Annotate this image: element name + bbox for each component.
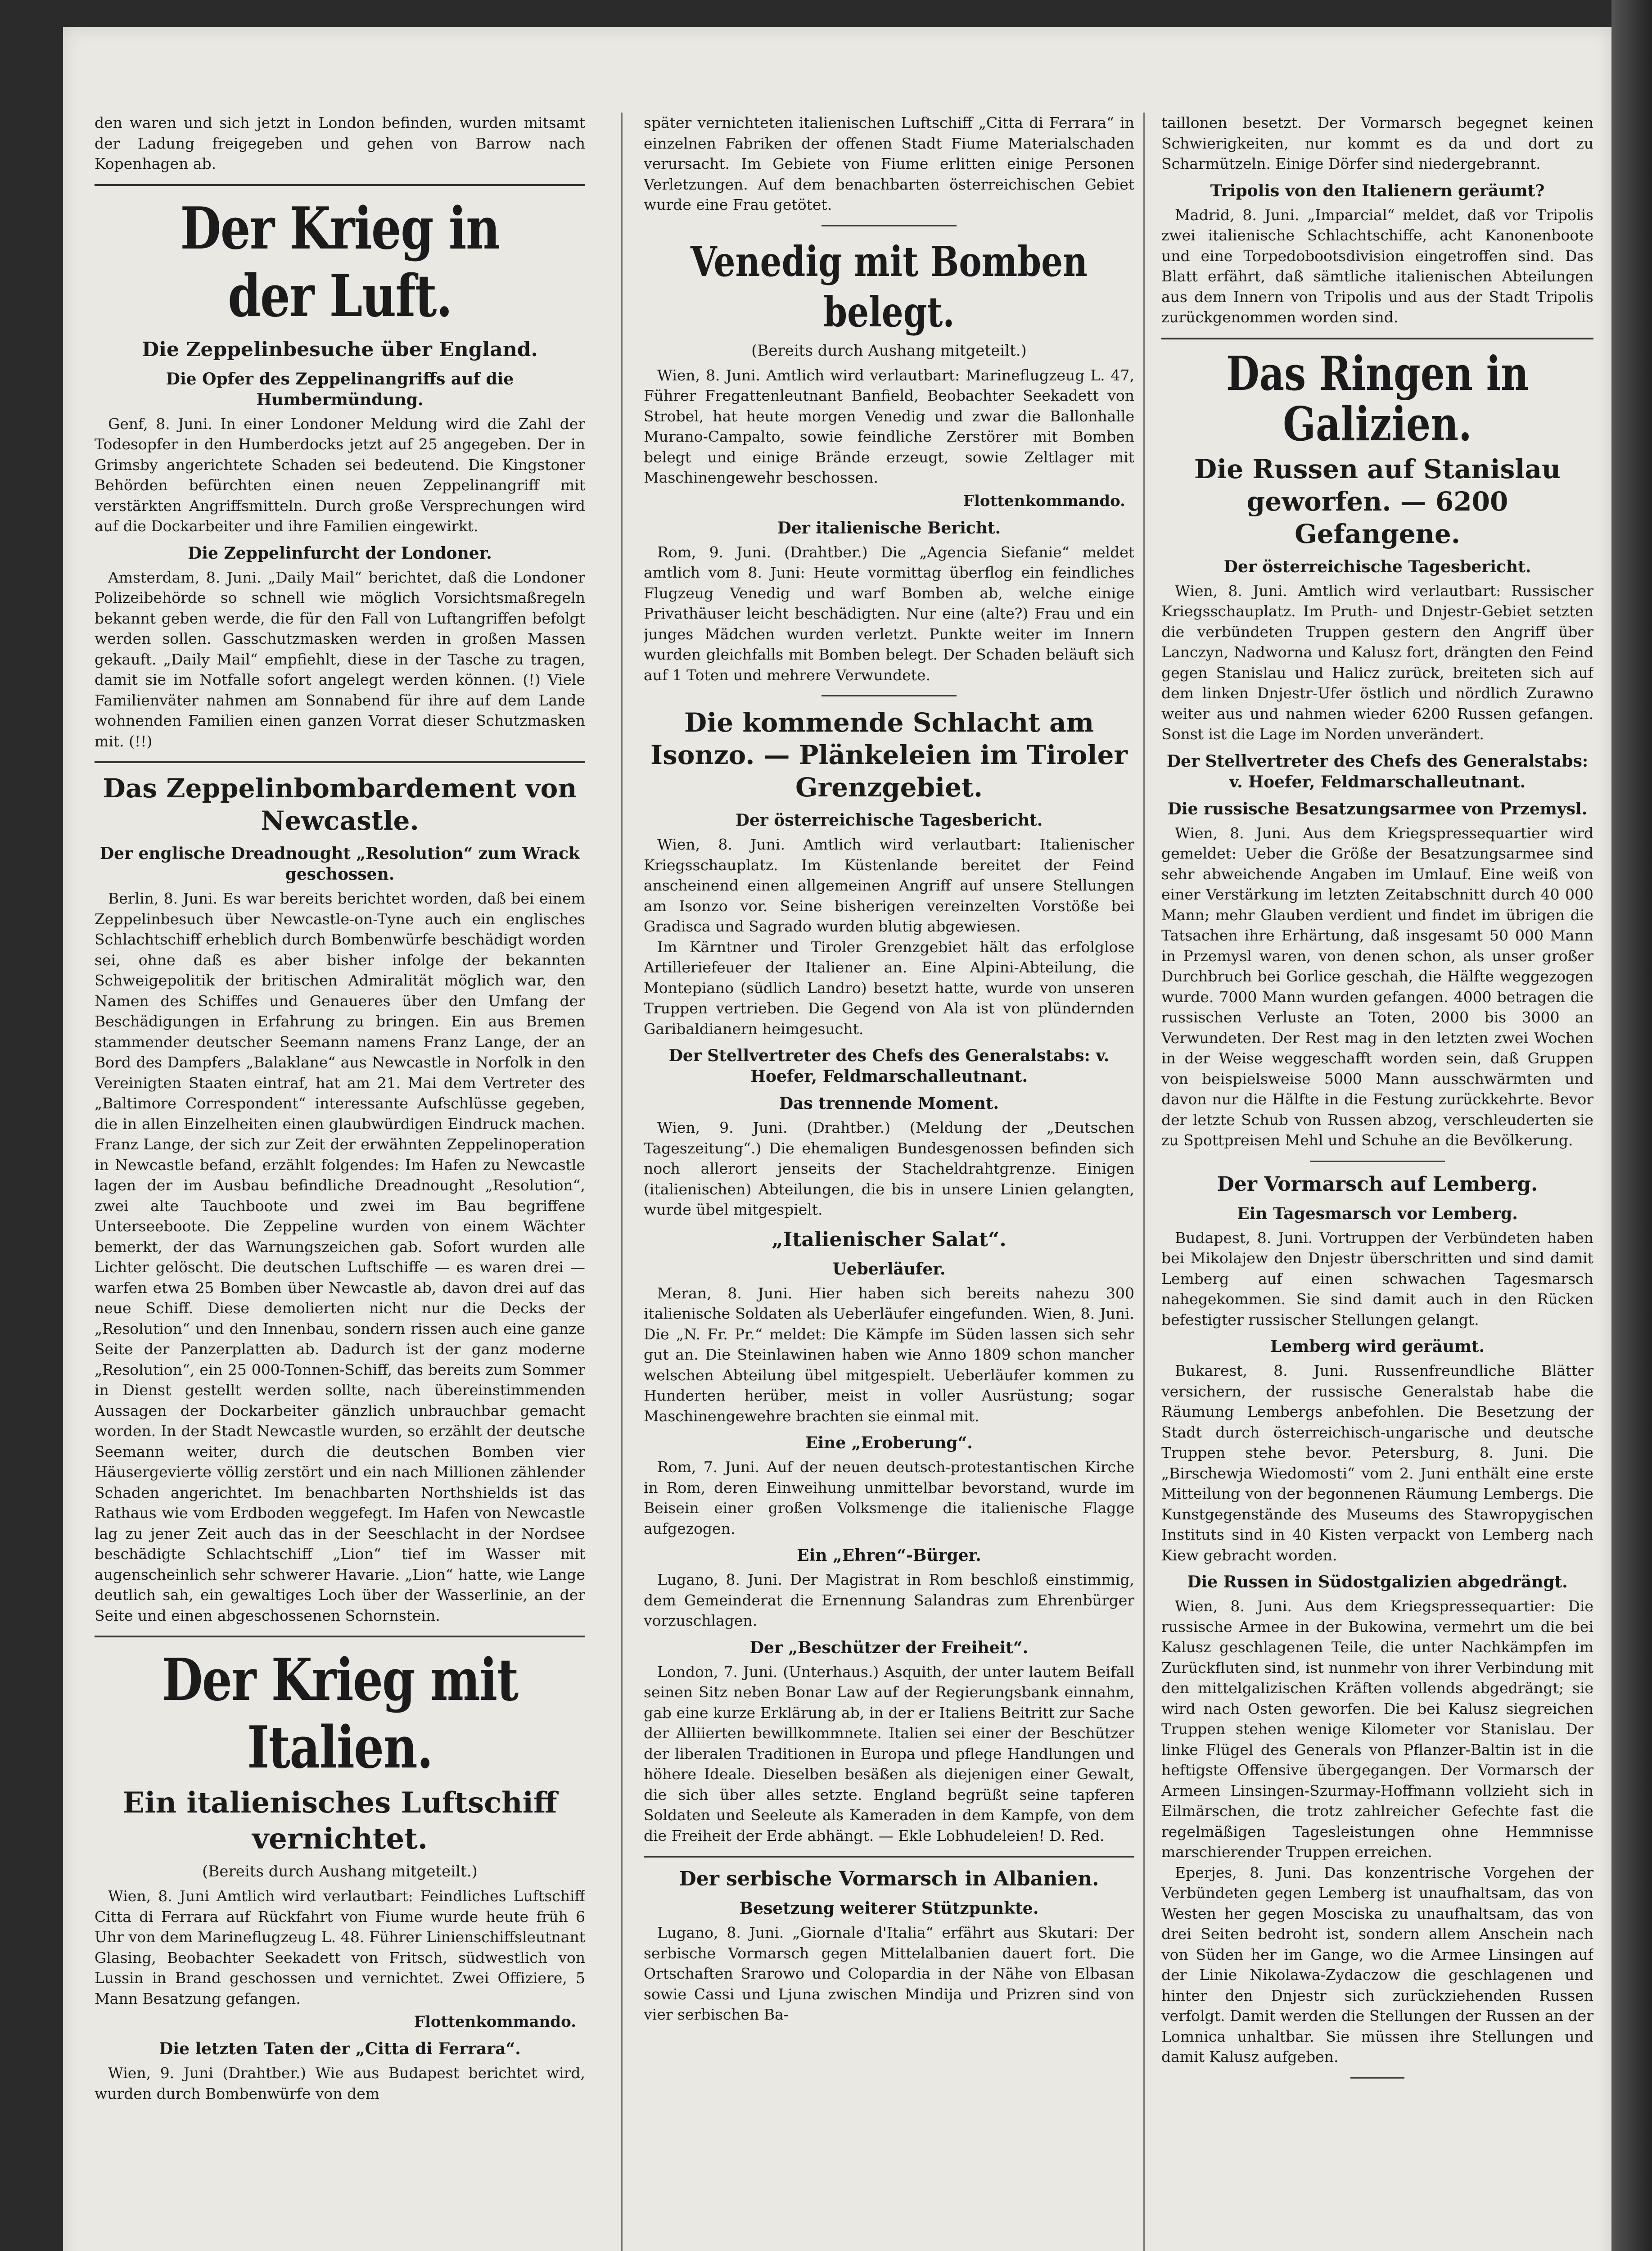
tagesmarsch-paragraph: Budapest, 8. Juni. Vortruppen der Verbündeten haben bei Mikolajew den Dnjestr überschritten und sind damit Lemberg auf einen schwachen Tagesmarsch nahegekommen. Sie sind damit auch in den Rücken befestigter russischer Stellungen gelangt. <box>1161 1229 1593 1329</box>
divider <box>821 695 957 696</box>
oest-bericht-heading-3: Der österreichische Tagesbericht. <box>1223 557 1531 576</box>
flottenkommando-signature: Flottenkommando. <box>414 2013 576 2031</box>
newcastle-headline: Das Zeppelinbombardement von Newcastle. <box>103 773 577 836</box>
albanien-paragraph: Lugano, 8. Juni. „Giornale d'Italia“ erfährt aus Skutari: Der serbische Vormarsch gegen Mittelalbanien dauert fort. Die Ortschaften Srarowo und Colopardia in der Nähe von Elbasan sowie Cassi und Ljuna zwischen Mindija und Prizren sind von vier serbischen Ba- <box>644 1924 1134 2023</box>
intro-paragraph: den waren und sich jetzt in London befinden, wurden mitsamt der Ladung freigegeben und gehen von Barrow nach Kopenhagen ab. <box>95 114 585 172</box>
divider <box>95 761 585 763</box>
eroberung-heading: Eine „Eroberung“. <box>805 1433 973 1452</box>
divider <box>1350 2077 1404 2079</box>
oest-bericht-heading: Der österreichische Tagesbericht. <box>735 811 1043 830</box>
column-rule <box>621 113 623 2251</box>
luft-headline: Der Krieg in der Luft. <box>180 194 500 330</box>
resolution-heading: Der englische Dreadnought „Resolution“ zum Wrack geschossen. <box>99 844 580 884</box>
ital-bericht-heading: Der italienische Bericht. <box>777 518 1001 538</box>
hoefer-signature-3: Der Stellvertreter des Chefs des Generalstabs: v. Hoefer, Feldmarschalleutnant. <box>1166 751 1589 791</box>
flottenkommando-signature: Flottenkommando. <box>963 492 1125 510</box>
column-1 <box>95 113 585 2251</box>
venedig-headline: Venedig mit Bomben belegt. <box>691 237 1088 336</box>
freiheit-heading: Der „Beschützer der Freiheit“. <box>749 1638 1029 1657</box>
italien-subheadline: Ein italienisches Luftschiff vernichtet. <box>122 1786 557 1856</box>
divider <box>821 225 957 226</box>
column-rule <box>1143 113 1145 2251</box>
galizien-subheadline: Die Russen auf Stanislau geworfen. — 6200 Gefangene. <box>1194 453 1561 549</box>
scan-edge <box>1611 0 1652 2251</box>
column-2 <box>644 113 1134 2251</box>
venedig-paragraph: Wien, 8. Juni. Amtlich wird verlautbart: Marineflugzeug L. 47, Führer Fregattenleutnant Banfield, Beobachter Seekadett von Strobel, hat heute morgen Venedig und zwar die Ballonhalle Murano-Campalto, sowie feindliche Zerstörer mit Bomben belegt und einige Brände erzeugt, sowie Zeltlager mit Maschinengewehr beschossen. <box>644 366 1134 486</box>
divider <box>1310 1161 1445 1162</box>
freiheit-paragraph: London, 7. Juni. (Unterhaus.) Asquith, der unter lautem Beifall seinen Sitz neben Bonar Law auf der Regierungsbank einnahm, gab eine kurze Erklärung ab, in der er Italiens Beitritt zur Sache der Alliierten bewillkommnete. Italien sei einer der Beschützer der liberalen Traditionen in Europa und pflege Handlungen und höhere Ideale. Dieselben besäßen als diejenigen einer Gewalt, die sich über alles setzte. England begrüßt seine tapferen Soldaten und Seeleute als Kameraden in dem Kampfe, von dem die Freiheit der Erde abhängt. — Ekle Lobhudeleien! D. Red. <box>644 1663 1134 1844</box>
suedost-heading: Die Russen in Südostgalizien abgedrängt. <box>1187 1573 1568 1591</box>
eperjes-paragraph: Eperjes, 8. Juni. Das konzentrische Vorgehen der Verbündeten gegen Lemberg ist unaufhaltsam, das von Westen her gegen Mosciska zu unaufhaltsam, das von drei Seiten bedroht ist, sondern allem Anschein nach von Süden her im Gange, wo die Armee Linsingen auf der Linie Nikolawa-Zydaczow die geschlagenen und hinter den Dnjestr sich zurückziehenden Russen verfolgt. Damit werden die Stellungen der Russen an der Lomnica unhaltbar. Sie müssen ihre Stellungen und damit Kalusz aufgeben. <box>1161 1863 1593 2066</box>
opfer-paragraph: Genf, 8. Juni. In einer Londoner Meldung wird die Zahl der Todesopfer in den Humberdocks jetzt auf 25 angegeben. Der in Grimsby angerichtete Schaden sei bedeutend. Die Kingstoner Behörden befürchten einen neuen Zeppelinangriff mit verstärkten Angriffsmitteln. Durch große Versprechungen wird auf die Dockarbeiter und ihre Familien eingewirkt. <box>95 415 585 535</box>
galizien-headline: Das Ringen in Galizien. <box>1226 345 1529 452</box>
aushang-note: (Bereits durch Aushang mitgeteilt.) <box>202 1862 478 1880</box>
newspaper-page <box>63 27 1611 2251</box>
furcht-heading: Die Zeppelinfurcht der Londoner. <box>188 543 492 563</box>
geraeumt-paragraph: Bukarest, 8. Juni. Russenfreundliche Blätter versichern, der russische Generalstab habe die Räumung Lembergs anbefohlen. Die Besetzung der Stadt durch österreichisch-ungarische und deutsche Truppen stehe bevor. Petersburg, 8. Juni. Die „Birschewja Wiedomosti“ vom 2. Juni enthält eine erste Mitteilung von der begonnenen Räumung Lembergs. Die Kunstgegenstände des Museums des Stawropygischen Instituts sind in 40 Kisten verpackt von Lemberg nach Kiew gebracht worden. <box>1161 1362 1593 1564</box>
luft-subheadline: Die Zeppelinbesuche über England. <box>142 338 538 361</box>
opfer-heading: Die Opfer des Zeppelinangriffs auf die Humbermündung. <box>166 369 514 409</box>
tripolis-heading: Tripolis von den Italienern geräumt? <box>1210 181 1545 200</box>
suedost-paragraph: Wien, 8. Juni. Aus dem Kriegspressequartier: Die russische Armee in der Bukowina, vermehrt um die bei Kalusz geschlagenen Teile, die unter Nachkämpfen im Zurückfluten sind, ist nunmehr von ihrer Verbindung mit den mittelgalizischen Kräften vollends abgedrängt; sie wird nach Osten geworfen. Die bei Kalusz siegreichen Truppen stehen wenige Kilometer vor Stanislau. Der linke Flügel des Generals von Pflanzer-Baltin ist in die heftigste Offensive übergegangen. Der Vormarsch der Armeen Linsingen-Szurmay-Hoffmann vollzieht sich in Eilmärschen, die trotz zahlreicher Gefechte fast die regelmäßigen Tagesleistungen ohne Hemmnisse marschierender Truppen erreichen. <box>1161 1597 1593 1861</box>
tagesmarsch-heading: Ein Tagesmarsch vor Lemberg. <box>1237 1204 1518 1223</box>
eroberung-paragraph: Rom, 7. Juni. Auf der neuen deutsch-protestantischen Kirche in Rom, deren Einweihung unmittelbar bevorstand, wurde im Beisein einer großen Volksmenge die italienische Flagge aufgezogen. <box>644 1458 1134 1537</box>
italien-headline: Der Krieg mit Italien. <box>162 1646 518 1781</box>
ueberlaeufer-heading: Ueberläufer. <box>832 1259 946 1279</box>
divider <box>95 1636 585 1637</box>
ital-bericht-paragraph: Rom, 9. Juni. (Drahtber.) Die „Agencia Siefanie“ meldet amtlich vom 8. Juni: Heute vormittag überflog ein feindliches Flugzeug Venedig und warf Bomben ab, welche einige Privathäuser leicht beschädigten. Nur eine (alte?) Frau und ein junges Mädchen wurden verletzt. Punkte weiter im Innern wurden gleichfalls mit Bomben belegt. Der Schaden beläuft sich auf 1 Toten und mehrere Verwundete. <box>644 543 1134 684</box>
taten-heading: Die letzten Taten der „Citta di Ferrara“. <box>159 2039 521 2058</box>
divider <box>644 1856 1134 1858</box>
przemysl-paragraph: Wien, 8. Juni. Aus dem Kriegspressequartier wird gemeldet: Ueber die Größe der Besatzungsarmee sind sehr abweichende Angaben im Umlauf. Eine weiß von einer Verstärkung im letzten Zeitabschnitt durch 40 000 Mann; mehr Glauben verdient und findet im übrigen die Tatsachen ihre Erhärtung, daß insgesamt 50 000 Mann in Przemysl waren, von denen schon, als unser großer Durchbruch bei Gorlice geschah, die Hälfte weggezogen wurde. 7000 Mann wurden gefangen. 4000 betragen die russischen Verluste an Toten, 2000 bis 3000 an Verwundeten. Der Rest mag in den letzten zwei Wochen in der Weise weggeschafft worden sein, daß Gruppen von beispielsweise 5000 Mann ausschwärmten und davon nur die Hälfte in die Festung zurückkehrte. Bevor der letzte Schub von Russen abzog, verschleuderten sie zu Spottpreisen Mehl und Schuhe an die Bevölkerung. <box>1161 824 1593 1149</box>
geraeumt-heading: Lemberg wird geräumt. <box>1270 1337 1485 1356</box>
albanien-subheading: Besetzung weiterer Stützpunkte. <box>739 1899 1039 1918</box>
przemysl-heading: Die russische Besatzungsarmee von Przemysl. <box>1167 799 1588 818</box>
taten-paragraph: Wien, 9. Juni (Drahtber.) Wie aus Budapest berichtet wird, wurden durch Bombenwürfe von dem <box>95 2064 585 2102</box>
isonzo-paragraph-2: Im Kärntner und Tiroler Grenzgebiet hält das erfolglose Artilleriefeuer der Italiener an. Eine Alpini-Abteilung, die Montepiano (südlich Landro) besetzt hatte, wurde von unseren Truppen vertrieben. Die Gegend von Ala ist von plündernden Garibaldianern heimgesucht. <box>644 938 1134 1038</box>
divider <box>95 184 585 186</box>
trennend-paragraph: Wien, 9. Juni. (Drahtber.) (Meldung der „Deutschen Tageszeitung“.) Die ehemaligen Bundesgenossen befinden sich noch allerort jenseits der Stacheldrahtgrenze. Einigen (italienischen) Abteilungen, die bis in unsere Linien gelangten, wurde übel mitgespielt. <box>644 1119 1134 1218</box>
hoefer-signature: Der Stellvertreter des Chefs des Generalstabs: v. Hoefer, Feldmarschalleutnant. <box>668 1046 1110 1086</box>
fiume-continuation: später vernichteten italienischen Luftschiff „Citta di Ferrara“ in einzelnen Fabriken der offenen Stadt Fiume Materialschaden verursacht. Im Gebiete von Fiume erlitten einige Personen Verletzungen. Auf dem benachbarten österreichischen Gebiet wurde eine Frau getötet. <box>644 114 1134 213</box>
furcht-paragraph: Amsterdam, 8. Juni. „Daily Mail“ berichtet, daß die Londoner Polizeibehörde so schnell wie möglich Vorsichtsmaßregeln bekannt geben werde, die für den Fall von Luftangriffen befolgt werden sollen. Gasschutzmasken werden in großen Massen gekauft. „Daily Mail“ empfiehlt, diese in der Tasche zu tragen, damit sie im Notfalle sofort angelegt werden können. (!) Viele Familienväter nahmen am Sonnabend für ihre auf dem Lande wohnenden Familien einen ganzen Vorrat dieser Schutzmasken mit. (!!) <box>95 568 585 750</box>
italien-paragraph: Wien, 8. Juni Amtlich wird verlautbart: Feindliches Luftschiff Citta di Ferrara auf Rückfahrt von Fiume wurde heute früh 6 Uhr von dem Marineflugzeug L. 48. Führer Linienschiffsleutnant Glasing, Beobachter Seekadett von Fritsch, südwestlich von Lussin in Brand geschossen und vernichtet. Zwei Offiziere, 5 Mann Besatzung gefangen. <box>95 1887 585 2007</box>
newcastle-paragraph: Berlin, 8. Juni. Es war bereits berichtet worden, daß bei einem Zeppelinbesuch über Newcastle-on-Tyne auch ein englisches Schlachtschiff erheblich durch Bombenwürfe beschädigt worden sei, ohne daß es aber bisher infolge der bekannten Schweigepolitik der britischen Admiralität möglich war, den Namen des Schiffes und Genaueres über den Umfang der Beschädigungen in Erfahrung zu bringen. Ein aus Bremen stammender deutscher Seemann namens Franz Lange, der an Bord des Dampfers „Balaklane“ aus Newcastle in Norfolk in den Vereinigten Staaten eintraf, hat am 21. Mai dem Vertreter des „Baltimore Correspondent“ interessante Aufschlüsse gegeben, die in allen Einzelheiten einen glaubwürdigen Eindruck machen. Franz Lange, der sich zur Zeit der erwähnten Zeppelinoperation in Newcastle befand, erzählt folgendes: Im Hafen zu Newcastle lagen der im Ausbau befindliche Dreadnought „Resolution“, zwei alte Tauchboote und zwei im Bau begriffene Unterseeboote. Die Zeppeline wurden von einem Wächter bemerkt, der das Warnungszeichen gab. Sofort wurden alle Lichter gelöscht. Die deutschen Luftschiffe — es waren drei — warfen etwa 25 Bomben über Newcastle ab, davon drei auf das neue Schiff. Diese demolierten nicht nur die Decks der „Resolution“ und den Innenbau, sondern rissen auch eine ganze Seite der Panzerplatten ab. Dadurch ist der ganz moderne „Resolution“, ein 25 000-Tonnen-Schiff, das bereits zum Sommer in Dienst gestellt werden sollte, nach übereinstimmenden Aussagen der Dockarbeiter gänzlich unbrauchbar gemacht worden. In der Stadt Newcastle wurden, so erzählt der deutsche Seemann weiter, durch die deutschen Bomben vier Häusergevierte völlig zerstört und ein nach Millionen zählender Schaden angerichtet. Im benachbarten Northshields ist das Rathaus wie vom Erdboden weggefegt. Im Hafen von Newcastle lag zu jener Zeit auch das in der Seeschlacht in der Nordsee beschädigte Schlachtschiff „Lion“ tief im Wasser mit augenscheinlich sehr schwerer Havarie. „Lion“ hatte, wie Lange deutlich sah, ein gewaltiges Loch über der Wasserlinie, an der Seite und einen abgeschossenen Schornstein. <box>95 890 585 1624</box>
column-3 <box>1161 113 1593 2251</box>
isonzo-paragraph-1: Wien, 8. Juni. Amtlich wird verlautbart: Italienischer Kriegsschauplatz. Im Küstenlande bereitet der Feind anscheinend einen allgemeinen Angriff auf unsere Stellungen am Isonzo vor. Seine bisherigen vereinzelten Vorstöße bei Gradisca und Sagrado wurden blutig abgewiesen. <box>644 836 1134 935</box>
buerger-heading: Ein „Ehren“-Bürger. <box>797 1546 981 1565</box>
lemberg-heading: Der Vormarsch auf Lemberg. <box>1217 1172 1538 1196</box>
isonzo-headline: Die kommende Schlacht am Isonzo. — Plänkeleien im Tiroler Grenzgebiet. <box>650 707 1128 803</box>
albanien-continuation: taillonen besetzt. Der Vormarsch begegnet keinen Schwierigkeiten, nur kommt es da und dort zu Scharmützeln. Einige Dörfer sind niedergebrannt. <box>1161 114 1593 172</box>
divider <box>1161 338 1593 339</box>
galizien-paragraph: Wien, 8. Juni. Amtlich wird verlautbart: Russischer Kriegsschauplatz. Im Pruth- und Dnjestr-Gebiet setzten die verbündeten Truppen gestern den Angriff über Lanczyn, Nadworna und Kalusz fort, drängten den Feind gegen Stanislau und Halicz zurück, breiteten sich auf dem linken Dnjestr-Ufer östlich und nördlich Zurawno weiter aus und nahmen wieder 6200 Russen gefangen. Sonst ist die Lage im Norden unverändert. <box>1161 582 1593 743</box>
albanien-heading: Der serbische Vormarsch in Albanien. <box>679 1867 1099 1890</box>
buerger-paragraph: Lugano, 8. Juni. Der Magistrat in Rom beschloß einstimmig, dem Gemeinderat die Ernennung Salandras zum Ehrenbürger vorzuschlagen. <box>644 1571 1134 1629</box>
aushang-note: (Bereits durch Aushang mitgeteilt.) <box>751 341 1027 360</box>
tripolis-paragraph: Madrid, 8. Juni. „Imparcial“ meldet, daß vor Tripolis zwei italienische Schlachtschiffe, acht Kanonenboote und eine Torpedobootsdivision eingetroffen sind. Das Blatt erfährt, daß sämtliche italienischen Abteilungen aus dem Innern von Tripolis und aus der Stadt Tripolis zurückgenommen worden sind. <box>1161 206 1593 326</box>
salat-heading: „Italienischer Salat“. <box>772 1228 1007 1251</box>
ueberlaeufer-paragraph: Meran, 8. Juni. Hier haben sich bereits nahezu 300 italienische Soldaten als Ueberläufer eingefunden. Wien, 8. Juni. Die „N. Fr. Pr.“ meldet: Die Kämpfe im Süden lassen sich sehr gut an. Die Steinlawinen haben wie Anno 1809 schon mancher welschen Abteilung übel mitgespielt. Ueberläufer kommen zu Hunderten herüber, meist in voller Ausrüstung; sogar Maschinengewehre brachten sie einmal mit. <box>644 1284 1134 1425</box>
trennend-heading: Das trennende Moment. <box>779 1094 999 1113</box>
